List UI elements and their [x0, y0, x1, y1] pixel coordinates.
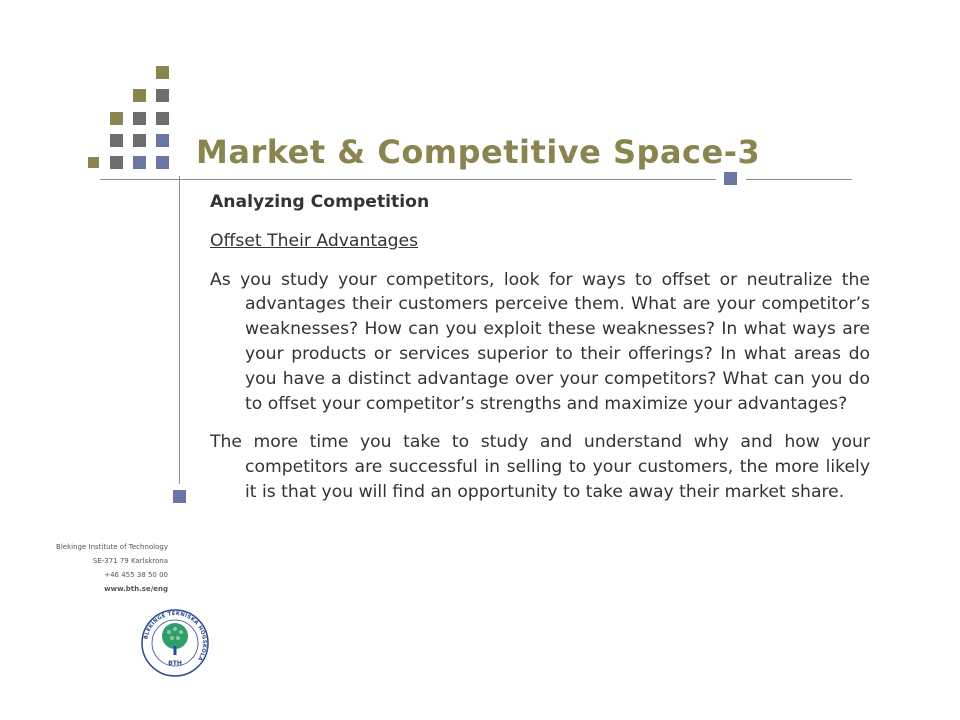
title-underline-right	[746, 179, 852, 180]
logo-ring-text: BLEKINGE TEKNISKA HÖGSKOLA	[143, 610, 208, 662]
mosaic-square	[156, 89, 169, 102]
page-title: Market & Competitive Space-3	[196, 133, 761, 171]
contact-info	[20, 540, 168, 596]
tree-canopy	[162, 623, 188, 649]
body-paragraph-1: As you study your competitors, look for ways to offset or neutralize the advantages their customers perceive them. What are your competitor’s weaknesses? How can you exploit these weaknesses? In what ways are your products or services superior to their offerings? In what areas do you have a distinct advantage over your competitors? What can you do to offset your competitor’s strengths and maximize your advantages?	[210, 269, 870, 414]
mosaic-square	[156, 66, 169, 79]
tree-seal-icon	[140, 608, 210, 678]
mosaic-square	[156, 112, 169, 125]
website-link: www.bth.se/eng	[104, 585, 168, 593]
vertical-divider	[179, 176, 180, 484]
mosaic-square	[110, 134, 123, 147]
mosaic-square	[133, 156, 146, 169]
title-underline-left	[100, 179, 716, 180]
phone-number: +46 455 38 50 00	[104, 571, 168, 579]
mosaic-square	[173, 490, 186, 503]
mosaic-square	[110, 112, 123, 125]
mosaic-square	[110, 156, 123, 169]
slide-body	[210, 190, 870, 519]
logo-short-text: BTH	[168, 660, 182, 667]
mosaic-square	[133, 89, 146, 102]
body-paragraph-2: The more time you take to study and understand why and how your competitors are successful in selling to your customers, the more likely it is that you will find an opportunity to take away their market share.	[210, 432, 870, 502]
section-subheading: Analyzing Competition	[210, 192, 430, 212]
tree-trunk	[174, 646, 177, 655]
mosaic-square	[88, 157, 99, 168]
mosaic-square	[133, 134, 146, 147]
offset-advantages-heading: Offset Their Advantages	[210, 230, 419, 251]
institution-name: Blekinge Institute of Technology	[56, 543, 168, 551]
mosaic-square	[156, 134, 169, 147]
mosaic-square	[724, 172, 737, 185]
postal-address: SE-371 79 Karlskrona	[92, 557, 168, 565]
mosaic-square	[133, 112, 146, 125]
mosaic-square	[156, 156, 169, 169]
